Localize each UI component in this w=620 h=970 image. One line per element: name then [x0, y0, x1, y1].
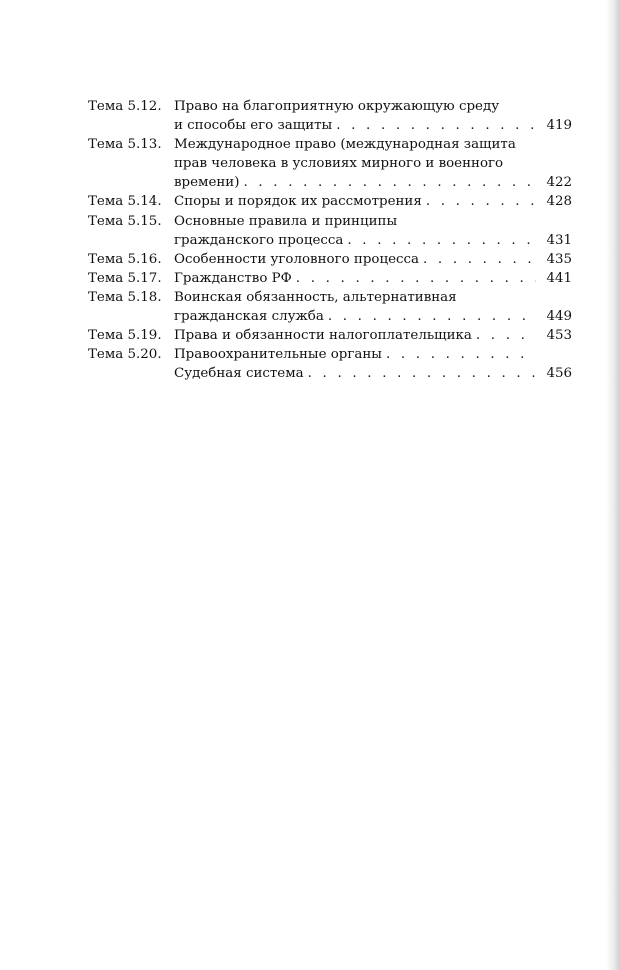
- toc-title-line: Права и обязанности налогоплательщика: [174, 328, 472, 344]
- table-of-contents: [88, 97, 572, 383]
- toc-page-number: 435: [546, 251, 572, 267]
- toc-entry-label: Тема 5.13.: [88, 137, 162, 153]
- dot-leader: [343, 231, 536, 250]
- dot-leader: [382, 345, 536, 364]
- toc-entry-title: [174, 97, 572, 135]
- toc-page-number: 449: [546, 309, 572, 325]
- toc-entry[interactable]: [88, 212, 572, 250]
- toc-entry-label: Тема 5.17.: [88, 270, 162, 286]
- toc-leader-line: [174, 345, 572, 364]
- toc-leader-line: [174, 250, 572, 269]
- toc-title-line: Судебная система: [174, 366, 304, 382]
- toc-title-line: Основные правила и принципы: [174, 213, 398, 229]
- toc-entry[interactable]: [88, 135, 572, 192]
- dot-leader: [332, 116, 536, 135]
- toc-entry[interactable]: [88, 269, 572, 288]
- toc-title-line: Право на благоприятную окружающую среду: [174, 99, 500, 114]
- toc-entry[interactable]: [88, 345, 572, 364]
- toc-page-number: 422: [546, 175, 572, 191]
- dot-leader: [422, 192, 536, 211]
- toc-page-number: 441: [546, 270, 572, 286]
- toc-leader-line: [174, 326, 572, 345]
- dot-leader: [419, 250, 536, 269]
- toc-title-line: прав человека в условиях мирного и военного: [174, 156, 504, 172]
- toc-title-line: гражданская служба: [174, 309, 324, 325]
- toc-title-line: Международное право (международная защита: [174, 137, 516, 153]
- toc-entry[interactable]: [88, 250, 572, 269]
- toc-page-number: 456: [546, 366, 572, 382]
- dot-leader: [472, 326, 536, 345]
- toc-leader-line: [174, 269, 572, 288]
- toc-entry-label: Тема 5.15.: [88, 213, 162, 229]
- toc-leader-line: [174, 231, 572, 250]
- dot-leader: [324, 307, 536, 326]
- toc-entry-label: Тема 5.16.: [88, 251, 162, 267]
- toc-leader-line: [174, 364, 572, 383]
- page-edge-shadow: [606, 0, 620, 970]
- toc-title-line: времени): [174, 175, 240, 191]
- toc-page-number: 431: [546, 232, 572, 248]
- toc-entry[interactable]: [88, 364, 572, 383]
- toc-entry[interactable]: [88, 288, 572, 326]
- toc-entry-title: [174, 250, 572, 269]
- toc-entry-label: Тема 5.14.: [88, 194, 162, 210]
- toc-title-line: и способы его защиты: [174, 118, 333, 134]
- toc-leader-line: [174, 192, 572, 211]
- toc-entry-label: Тема 5.19.: [88, 328, 162, 344]
- toc-entry-title: [174, 135, 572, 192]
- toc-entry-label: Тема 5.18.: [88, 289, 162, 305]
- toc-title-line: Споры и порядок их рассмотрения: [174, 194, 422, 210]
- toc-title-line: Особенности уголовного процесса: [174, 251, 419, 267]
- toc-leader-line: [174, 173, 572, 192]
- toc-title-line: гражданского процесса: [174, 232, 344, 248]
- toc-entry[interactable]: [88, 192, 572, 211]
- toc-page-number: 419: [546, 118, 572, 134]
- toc-entry-title: [174, 364, 572, 383]
- toc-page-number: 453: [546, 328, 572, 344]
- toc-entry-title: [174, 192, 572, 211]
- dot-leader: [304, 364, 536, 383]
- toc-page-number: 428: [546, 194, 572, 210]
- dot-leader: [292, 269, 536, 288]
- toc-entry-title: [174, 288, 572, 326]
- toc-leader-line: [174, 116, 572, 135]
- toc-entry-label: Тема 5.20.: [88, 347, 162, 363]
- toc-entry-title: [174, 345, 572, 364]
- toc-entry[interactable]: [88, 97, 572, 135]
- toc-entry-title: [174, 326, 572, 345]
- toc-title-line: Правоохранительные органы: [174, 347, 382, 363]
- toc-entry[interactable]: [88, 326, 572, 345]
- toc-title-line: Воинская обязанность, альтернативная: [174, 289, 457, 305]
- dot-leader: [239, 173, 536, 192]
- toc-entry-title: [174, 269, 572, 288]
- toc-title-line: Гражданство РФ: [174, 270, 292, 286]
- toc-entry-title: [174, 212, 572, 250]
- toc-entry-label: Тема 5.12.: [88, 99, 162, 114]
- toc-leader-line: [174, 307, 572, 326]
